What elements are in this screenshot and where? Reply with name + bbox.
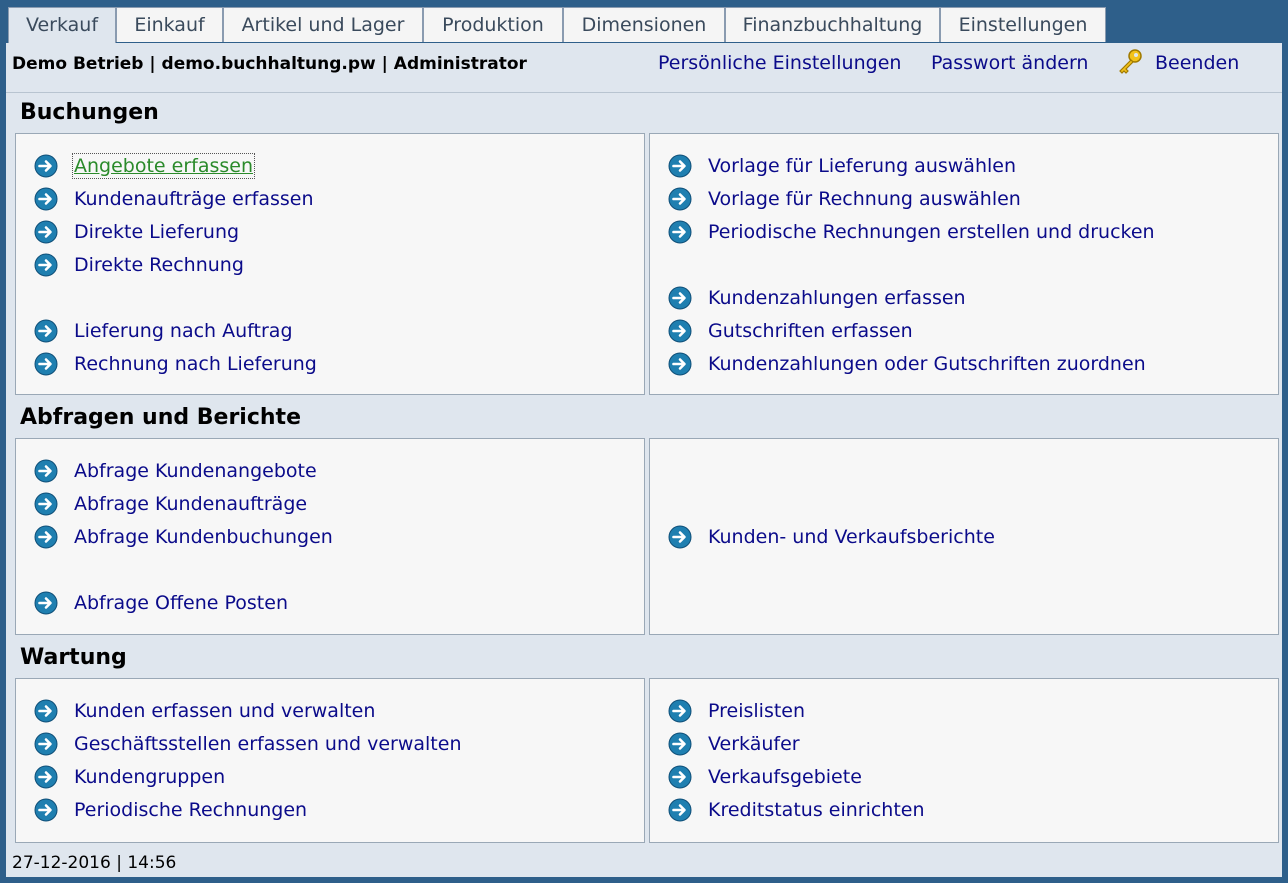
menu-link-verkaufsgebiete[interactable] [668, 763, 862, 791]
menu-link-label: Angebote erfassen [74, 155, 254, 177]
menu-link-preislisten[interactable] [668, 697, 805, 725]
arrow-right-circle-icon [668, 220, 692, 244]
tab-artikel-und-lager[interactable]: Artikel und Lager [223, 7, 423, 42]
menu-link-label: Geschäftsstellen erfassen und verwalten [74, 733, 462, 755]
arrow-right-circle-icon [34, 732, 58, 756]
arrow-right-circle-icon [34, 459, 58, 483]
menu-link-label: Lieferung nach Auftrag [74, 320, 293, 342]
menu-link-kundenauftraege-erfassen[interactable] [34, 185, 314, 213]
menu-link-periodische-rechnungen-erstellen-und-drucken[interactable] [668, 218, 1155, 246]
menu-link-lieferung-nach-auftrag[interactable] [34, 317, 293, 345]
menu-panel-left [15, 678, 645, 843]
menu-link-label: Vorlage für Lieferung auswählen [708, 155, 1016, 177]
key-icon[interactable] [1116, 48, 1144, 76]
menu-link-label: Direkte Rechnung [74, 254, 244, 276]
menu-link-label: Direkte Lieferung [74, 221, 240, 243]
menu-panel-right [649, 678, 1279, 843]
arrow-right-circle-icon [34, 525, 58, 549]
menu-panel-left [15, 438, 645, 635]
menu-link-rechnung-nach-lieferung[interactable] [34, 350, 317, 378]
menu-link-label: Kundenzahlungen erfassen [708, 287, 966, 309]
menu-panel-left [15, 133, 645, 395]
section-title-wartung: Wartung [20, 645, 127, 670]
company-info: Demo Betrieb | demo.buchhaltung.pw | Administrator [12, 54, 527, 74]
menu-link-label: Rechnung nach Lieferung [74, 353, 317, 375]
menu-link-angebote-erfassen[interactable] [34, 152, 253, 180]
menu-link-label: Kreditstatus einrichten [708, 799, 925, 821]
arrow-right-circle-icon [668, 525, 692, 549]
menu-link-kundenzahlungen-oder-gutschriften-zuordnen[interactable] [668, 350, 1146, 378]
arrow-right-circle-icon [34, 187, 58, 211]
menu-link-label: Kunden- und Verkaufsberichte [708, 526, 995, 548]
menu-link-kunden-und-verkaufsberichte[interactable] [668, 523, 995, 551]
menu-link-verkaeufer[interactable] [668, 730, 800, 758]
menu-link-abfrage-kundenbuchungen[interactable] [34, 523, 333, 551]
arrow-right-circle-icon [668, 798, 692, 822]
menu-link-label: Verkaufsgebiete [708, 766, 862, 788]
menu-link-direkte-rechnung[interactable] [34, 251, 244, 279]
menu-link-label: Abfrage Kundenangebote [74, 460, 317, 482]
menu-link-periodische-rechnungen[interactable] [34, 796, 307, 824]
arrow-right-circle-icon [34, 798, 58, 822]
section-title-buchungen: Buchungen [20, 100, 159, 125]
menu-link-label: Kunden erfassen und verwalten [74, 700, 376, 722]
section-title-abfragen-und-berichte: Abfragen und Berichte [20, 405, 301, 430]
menu-link-label: Vorlage für Rechnung auswählen [708, 188, 1021, 210]
arrow-right-circle-icon [34, 699, 58, 723]
tab-dimensionen[interactable]: Dimensionen [563, 7, 725, 42]
menu-link-kundengruppen[interactable] [34, 763, 225, 791]
arrow-right-circle-icon [668, 187, 692, 211]
logout-link[interactable]: Beenden [1155, 52, 1240, 74]
arrow-right-circle-icon [668, 352, 692, 376]
menu-link-label: Kundenzahlungen oder Gutschriften zuordnen [708, 353, 1146, 375]
menu-panel-right [649, 438, 1279, 635]
menu-link-vorlage-fuer-lieferung-auswaehlen[interactable] [668, 152, 1016, 180]
menu-link-label: Kundengruppen [74, 766, 226, 788]
menu-link-label: Gutschriften erfassen [708, 320, 913, 342]
menu-link-label: Periodische Rechnungen [74, 799, 308, 821]
personal-settings-link[interactable]: Persönliche Einstellungen [658, 52, 902, 74]
arrow-right-circle-icon [668, 732, 692, 756]
arrow-right-circle-icon [34, 765, 58, 789]
tab-einkauf[interactable]: Einkauf [116, 7, 223, 42]
footer-datetime: 27-12-2016 | 14:56 [12, 853, 177, 873]
arrow-right-circle-icon [668, 765, 692, 789]
change-password-link[interactable]: Passwort ändern [931, 52, 1089, 74]
menu-link-geschaeftsstellen-erfassen-und-verwalten[interactable] [34, 730, 462, 758]
menu-link-abfrage-offene-posten[interactable] [34, 589, 288, 617]
arrow-right-circle-icon [34, 220, 58, 244]
menu-link-label: Kundenaufträge erfassen [74, 188, 314, 210]
menu-link-label: Periodische Rechnungen erstellen und drucken [708, 221, 1155, 243]
menu-link-label: Abfrage Kundenbuchungen [74, 526, 333, 548]
menu-link-label: Abfrage Offene Posten [74, 592, 288, 614]
tab-verkauf[interactable]: Verkauf [8, 7, 116, 43]
app-frame [6, 6, 1282, 877]
menu-link-kundenzahlungen-erfassen[interactable] [668, 284, 966, 312]
arrow-right-circle-icon [668, 286, 692, 310]
header-bar [6, 42, 1282, 93]
menu-link-label: Preislisten [708, 700, 806, 722]
menu-link-kunden-erfassen-und-verwalten[interactable] [34, 697, 375, 725]
tab-einstellungen[interactable]: Einstellungen [940, 7, 1106, 42]
arrow-right-circle-icon [34, 591, 58, 615]
arrow-right-circle-icon [668, 319, 692, 343]
arrow-right-circle-icon [34, 253, 58, 277]
arrow-right-circle-icon [668, 699, 692, 723]
menu-link-abfrage-kundenauftraege[interactable] [34, 490, 307, 518]
menu-link-label: Abfrage Kundenaufträge [74, 493, 308, 515]
menu-link-kreditstatus-einrichten[interactable] [668, 796, 925, 824]
menu-link-direkte-lieferung[interactable] [34, 218, 239, 246]
module-tabs [6, 6, 1282, 43]
tab-produktion[interactable]: Produktion [423, 7, 563, 42]
arrow-right-circle-icon [34, 319, 58, 343]
tab-finanzbuchhaltung[interactable]: Finanzbuchhaltung [725, 7, 940, 42]
menu-link-label: Verkäufer [708, 733, 800, 755]
menu-link-gutschriften-erfassen[interactable] [668, 317, 913, 345]
arrow-right-circle-icon [668, 154, 692, 178]
menu-panel-right [649, 133, 1279, 395]
menu-link-abfrage-kundenangebote[interactable] [34, 457, 317, 485]
arrow-right-circle-icon [34, 492, 58, 516]
arrow-right-circle-icon [34, 352, 58, 376]
arrow-right-circle-icon [34, 154, 58, 178]
menu-link-vorlage-fuer-rechnung-auswaehlen[interactable] [668, 185, 1021, 213]
